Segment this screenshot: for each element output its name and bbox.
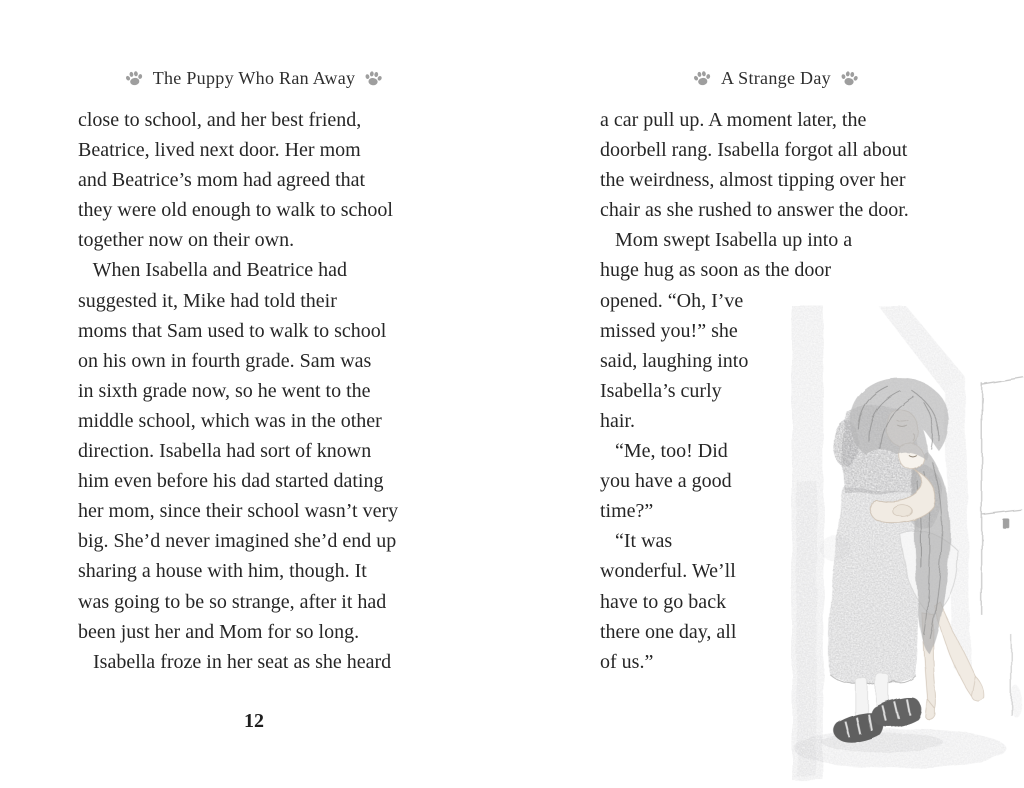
text-line: the weirdness, almost tipping over her <box>600 169 906 192</box>
text-line: him even before his dad started dating <box>78 470 384 493</box>
open-door <box>878 306 965 391</box>
text-line: close to school, and her best friend, <box>78 109 362 131</box>
text-line: sharing a house with him, though. It <box>78 560 367 583</box>
text-line: been just her and Mom for so long. <box>78 620 360 643</box>
paw-print-icon <box>364 70 383 87</box>
text-line: and Beatrice’s mom had agreed that <box>78 169 366 192</box>
paw-print-icon <box>693 70 712 87</box>
text-line: opened. “Oh, I’ve <box>600 289 744 312</box>
text-line: her mom, since their school wasn’t very <box>78 500 399 523</box>
paw-print-icon <box>840 70 859 87</box>
text-line: direction. Isabella had sort of known <box>78 440 372 463</box>
text-line: on his own in fourth grade. Sam was <box>78 349 372 372</box>
text-line: you have a good <box>600 470 732 493</box>
text-line: there one day, all <box>600 620 737 643</box>
text-line: moms that Sam used to walk to school <box>78 319 387 342</box>
paw-print-icon <box>125 70 144 87</box>
illustration-mom-hugging-isabella <box>784 300 1024 788</box>
text-line: Isabella froze in her seat as she heard <box>78 650 392 673</box>
door-frame <box>982 378 1024 715</box>
text-line: When Isabella and Beatrice had <box>78 259 347 282</box>
text-line: chair as she rushed to answer the door. <box>600 199 909 222</box>
text-line: in sixth grade now, so he went to the <box>78 379 371 402</box>
text-line: said, laughing into <box>600 349 749 372</box>
running-head-title: The Puppy Who Ran Away <box>152 67 356 88</box>
text-line: time?” <box>600 500 654 523</box>
text-line: they were old enough to walk to school <box>78 199 393 222</box>
left-page-text <box>78 105 446 677</box>
text-line: Mom swept Isabella up into a <box>600 229 853 252</box>
text-line: hair. <box>600 409 635 432</box>
text-line: big. She’d never imagined she’d end up <box>78 530 397 553</box>
text-line: Beatrice, lived next door. Her mom <box>78 139 361 162</box>
text-line: together now on their own. <box>78 229 295 252</box>
text-line: Isabella’s curly <box>600 379 722 402</box>
right-running-head <box>600 63 952 93</box>
mom-hair <box>850 378 949 459</box>
text-line: “It was <box>600 530 673 553</box>
text-line: of us.” <box>600 650 654 673</box>
text-line: was going to be so strange, after it had <box>78 590 387 613</box>
text-line: middle school, which was in the other <box>78 409 382 432</box>
text-line: doorbell rang. Isabella forgot all about <box>600 139 908 162</box>
left-running-head <box>78 63 430 93</box>
door-latch <box>1002 518 1009 528</box>
text-line: huge hug as soon as the door <box>600 259 832 282</box>
text-line: missed you!” she <box>600 319 738 342</box>
page-number: 12 <box>244 710 264 732</box>
text-line: wonderful. We’ll <box>600 560 736 583</box>
text-line: a car pull up. A moment later, the <box>600 109 867 131</box>
text-line: “Me, too! Did <box>600 440 728 463</box>
running-head-title: A Strange Day <box>721 67 831 88</box>
text-line: suggested it, Mike had told their <box>78 289 337 312</box>
text-line: have to go back <box>600 590 727 613</box>
